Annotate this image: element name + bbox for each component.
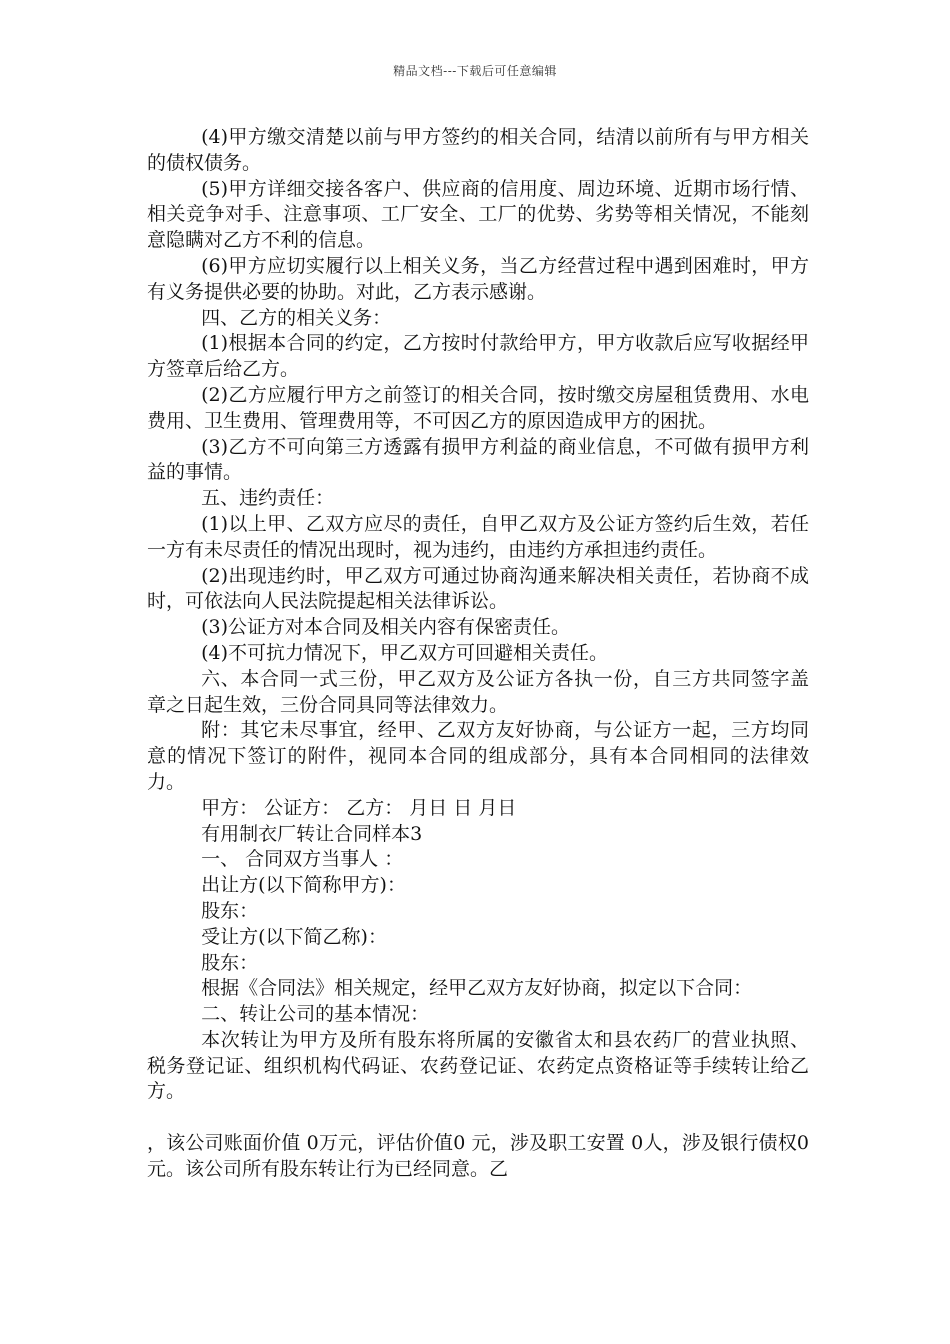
section-heading: 四、乙方的相关义务：	[201, 306, 392, 329]
form-field-label: 受让方(以下简乙称)：	[201, 925, 387, 948]
paragraph: 本次转让为甲方及所有股东将所属的安徽省太和县农药厂的营业执照、税务登记证、组织机构代码证、农药登记证、农药定点资格证等手续转让给乙方。	[147, 1028, 809, 1103]
paragraph: 根据《合同法》相关规定，经甲乙双方友好协商，拟定以下合同：	[201, 977, 753, 1000]
form-field-label: 股东：	[201, 899, 259, 922]
page-header: 精品文档---下载后可任意编辑	[393, 64, 557, 78]
section-heading: 一、 合同双方当事人 ：	[201, 848, 404, 871]
document-body	[147, 125, 809, 1183]
paragraph: ，该公司账面价值 0万元，评估价值0 元，涉及职工安置 0人，涉及银行债权0元。该公司所有股东转让行为已经同意。乙	[147, 1132, 809, 1180]
section-heading: 二、转让公司的基本情况：	[201, 1003, 430, 1026]
signature-line: 甲方： 公证方： 乙方： 月日 日 月日	[201, 796, 517, 819]
paragraph: (3)公证方对本合同及相关内容有保密责任。	[201, 616, 571, 639]
form-field-label: 股东：	[201, 951, 259, 974]
paragraph: (2)出现违约时，甲乙双方可通过协商沟通来解决相关责任，若协商不成时，可依法向人民法院提起相关法律诉讼。	[147, 564, 809, 613]
paragraph: (2)乙方应履行甲方之前签订的相关合同，按时缴交房屋租赁费用、水电费用、卫生费用、管理费用等，不可因乙方的原因造成甲方的困扰。	[147, 383, 809, 432]
paragraph: (1)根据本合同的约定，乙方按时付款给甲方，甲方收款后应写收据经甲方签章后给乙方。	[147, 332, 809, 381]
paragraph: (5)甲方详细交接各客户、供应商的信用度、周边环境、近期市场行情、相关竞争对手、注意事项、工厂安全、工厂的优势、劣势等相关情况，不能刻意隐瞒对乙方不利的信息。	[147, 177, 809, 252]
paragraph: (3)乙方不可向第三方透露有损甲方利益的商业信息，不可做有损甲方利益的事情。	[147, 435, 809, 484]
form-field-label: 出让方(以下简称甲方)：	[201, 874, 406, 897]
document-title: 有用制衣厂转让合同样本3	[201, 822, 423, 845]
paragraph: (6)甲方应切实履行以上相关义务，当乙方经营过程中遇到困难时，甲方有义务提供必要的协助。对此，乙方表示感谢。	[147, 254, 809, 303]
paragraph: (4)甲方缴交清楚以前与甲方签约的相关合同，结清以前所有与甲方相关的债权债务。	[147, 126, 809, 174]
blank-line	[147, 1105, 809, 1131]
section-heading: 六、本合同一式三份，甲乙双方及公证方各执一份，自三方共同签字盖章之日起生效，三份合同具同等法律效力。	[147, 667, 809, 716]
paragraph: (1)以上甲、乙双方应尽的责任，自甲乙双方及公证方签约后生效，若任一方有未尽责任的情况出现时，视为违约，由违约方承担违约责任。	[147, 512, 809, 561]
paragraph: (4)不可抗力情况下，甲乙双方可回避相关责任。	[201, 641, 609, 664]
paragraph: 附：其它未尽事宜，经甲、乙双方友好协商，与公证方一起，三方均同意的情况下签订的附件，视同本合同的组成部分，具有本合同相同的法律效力。	[147, 719, 809, 793]
section-heading: 五、违约责任：	[201, 487, 335, 510]
